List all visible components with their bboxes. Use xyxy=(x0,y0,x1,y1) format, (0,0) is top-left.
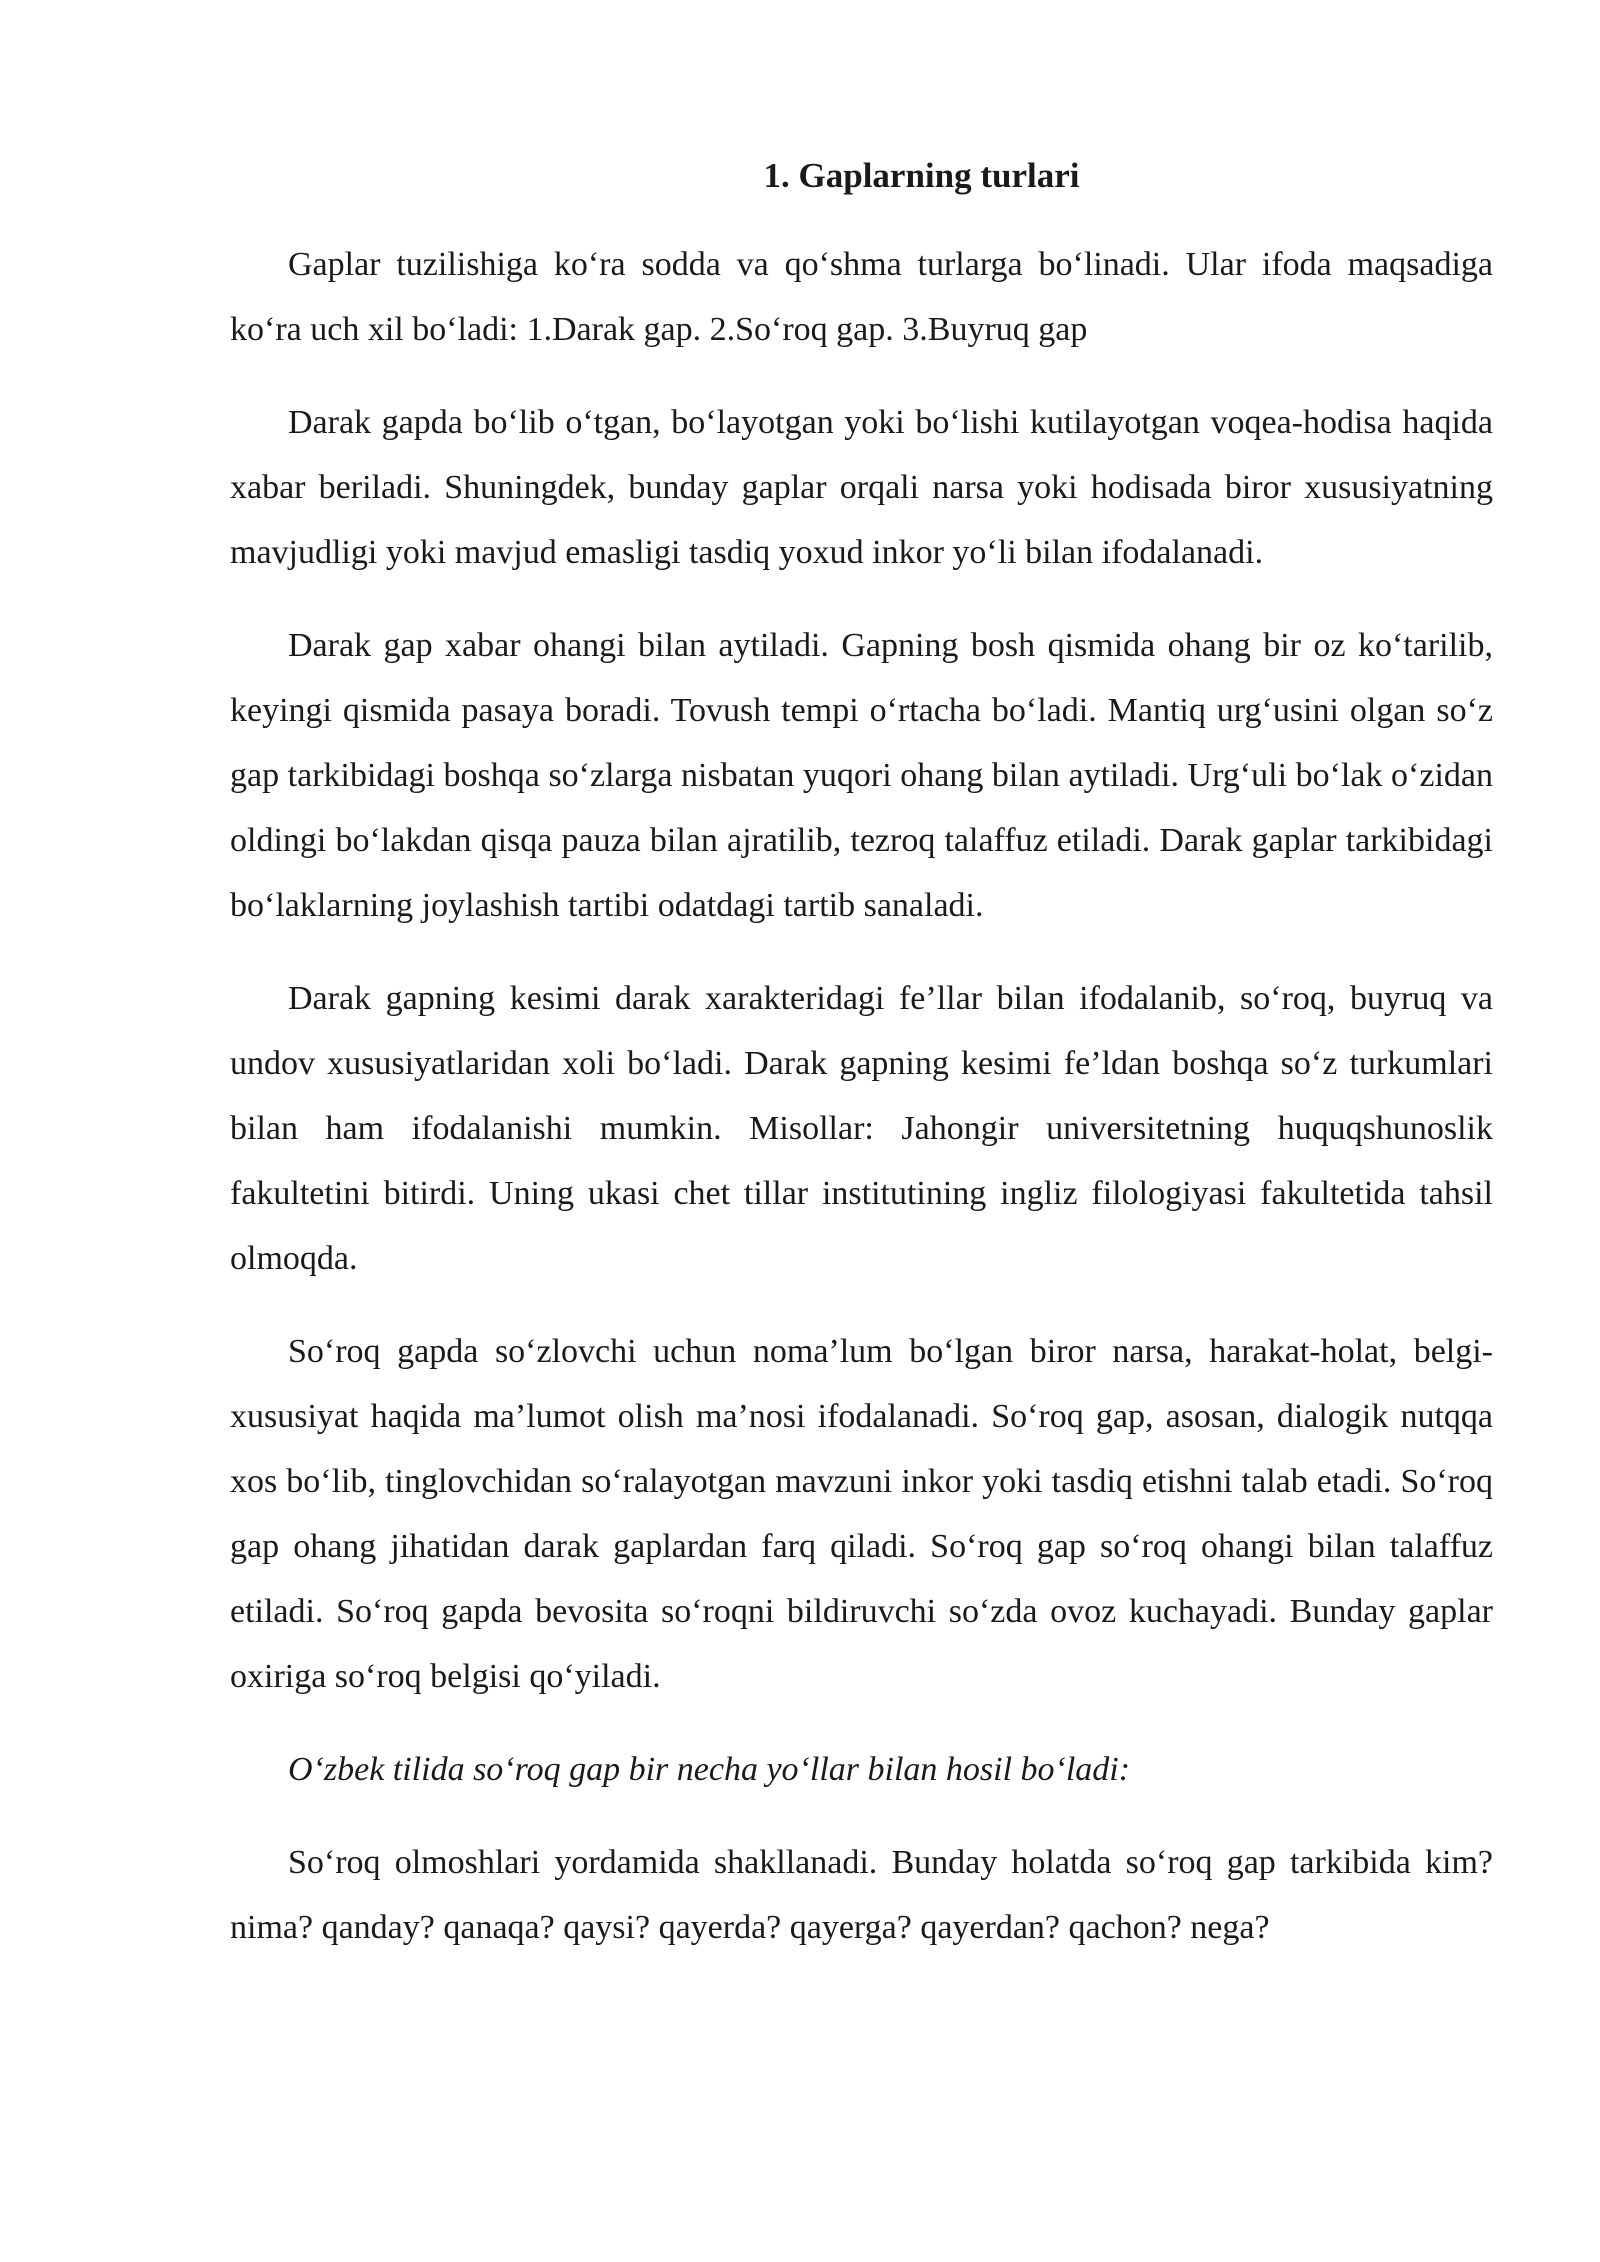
paragraph-interrogative-definition: So‘roq gapda so‘zlovchi uchun noma’lum bo‘lgan biror narsa, harakat-holat, belgi-xususiyat haqida ma’lumot olish ma’nosi ifodalanadi. So‘roq gap, asosan, dialogik nutqqa xos bo‘lib, tinglovchidan so‘ralayotgan mavzuni inkor yoki tasdiq etishni talab etadi. So‘roq gap ohang jihatidan darak gaplardan farq qiladi. So‘roq gap so‘roq ohangi bilan talaffuz etiladi. So‘roq gapda bevosita so‘roqni bildiruvchi so‘zda ovoz kuchayadi. Bunday gaplar oxiriga so‘roq belgisi qo‘yiladi. xyxy=(230,1333,1493,1695)
paragraph-sentence-types: Gaplar tuzilishiga ko‘ra sodda va qo‘shma turlarga bo‘linadi. Ular ifoda maqsadiga ko‘ra uch xil bo‘ladi: 1.Darak gap. 2.So‘roq gap. 3.Buyruq gap xyxy=(230,246,1493,348)
document-body xyxy=(230,152,1493,1988)
paragraph-interrogative-formation-heading: O‘zbek tilida so‘roq gap bir necha yo‘llar bilan hosil bo‘ladi: xyxy=(288,1751,1131,1788)
paragraph-interrogative-pronouns: So‘roq olmoshlari yordamida shakllanadi. Bunday holatda so‘roq gap tarkibida kim? nima? qanday? qanaqa? qaysi? qayerda? qayerga? qayerdan? qachon? nega? xyxy=(230,1844,1493,1946)
paragraph-declarative-predicate: Darak gapning kesimi darak xarakteridagi fe’llar bilan ifodalanib, so‘roq, buyruq va undov xususiyatlaridan xoli bo‘ladi. Darak gapning kesimi fe’ldan boshqa so‘z turkumlari bilan ham ifodalanishi mumkin. Misollar: Jahongir universitetning huquqshunoslik fakultetini bitirdi. Uning ukasi chet tillar institutining ingliz filologiyasi fakultetida tahsil olmoqda. xyxy=(230,980,1493,1277)
paragraph-declarative-definition: Darak gapda bo‘lib o‘tgan, bo‘layotgan yoki bo‘lishi kutilayotgan voqea-hodisa haqida xabar beriladi. Shuningdek, bunday gaplar orqali narsa yoki hodisada biror xususiyatning mavjudligi yoki mavjud emasligi tasdiq yoxud inkor yo‘li bilan ifodalanadi. xyxy=(230,404,1493,571)
section-title: 1. Gaplarning turlari xyxy=(763,156,1080,195)
paragraph-declarative-intonation: Darak gap xabar ohangi bilan aytiladi. Gapning bosh qismida ohang bir oz ko‘tarilib, keyingi qismida pasaya boradi. Tovush tempi o‘rtacha bo‘ladi. Mantiq urg‘usini olgan so‘z gap tarkibidagi boshqa so‘zlarga nisbatan yuqori ohang bilan aytiladi. Urg‘uli bo‘lak o‘zidan oldingi bo‘lakdan qisqa pauza bilan ajratilib, tezroq talaffuz etiladi. Darak gaplar tarkibidagi bo‘laklarning joylashish tartibi odatdagi tartib sanaladi. xyxy=(230,627,1493,924)
